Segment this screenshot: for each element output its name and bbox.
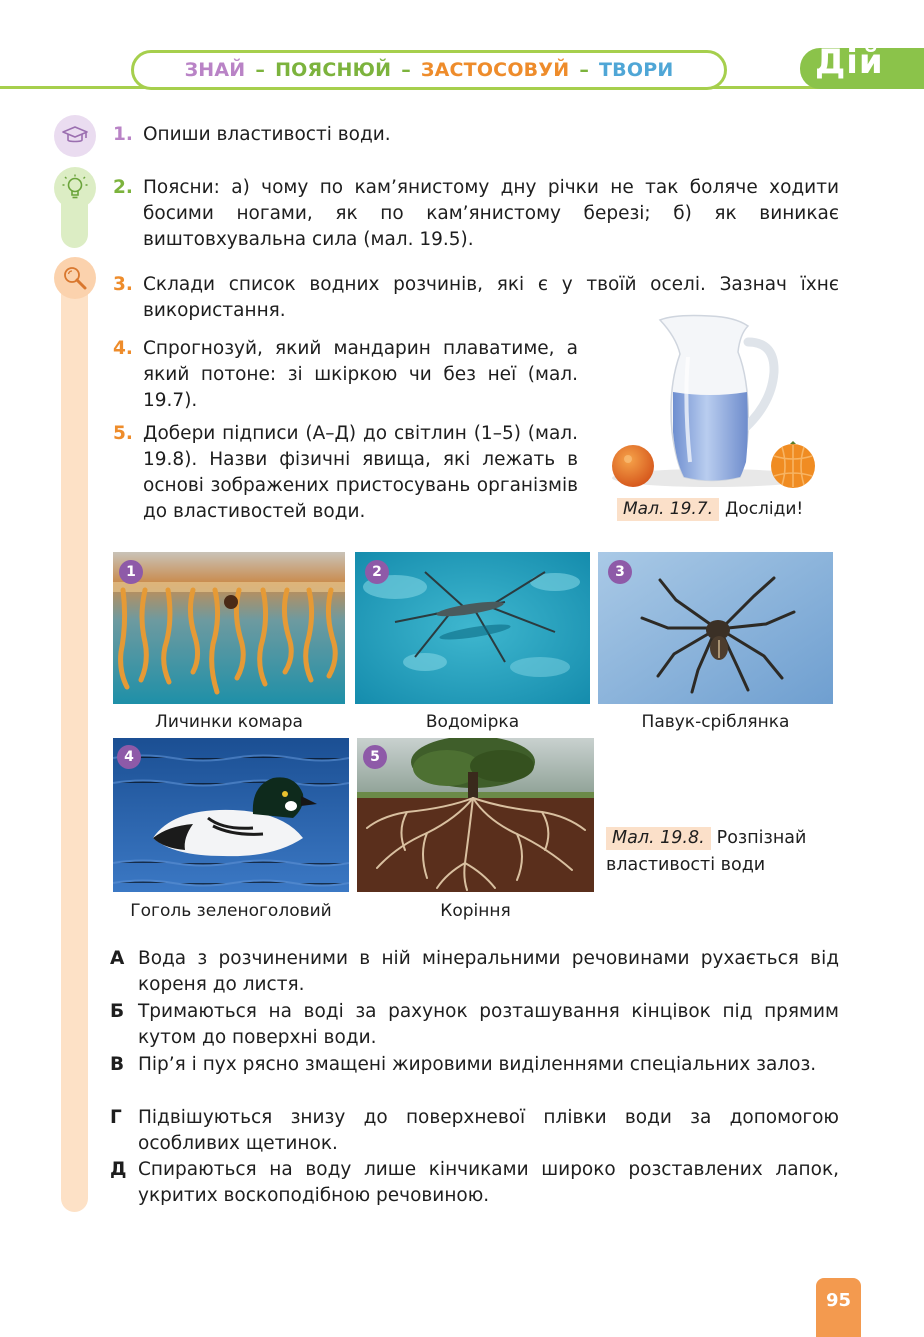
question-text: Спрогнозуй, який мандарин плаватиме, а який потоне: зі шкіркою чи без неї (мал. 19.7). <box>143 338 578 411</box>
answer-option <box>110 946 839 1000</box>
option-letter: В <box>110 1054 125 1075</box>
header-separator: – <box>255 59 266 81</box>
option-letter: Г <box>110 1107 122 1128</box>
header-separator: – <box>401 59 411 81</box>
option-letter: Б <box>110 1001 125 1022</box>
header-know: ЗНАЙ <box>184 59 246 81</box>
option-letter: Д <box>110 1159 127 1180</box>
figure-caption <box>617 497 803 521</box>
lightbulb-icon <box>54 167 96 209</box>
option-letter: А <box>110 948 125 969</box>
photo-silver-spider <box>598 552 833 704</box>
answer-option <box>110 999 839 1053</box>
option-text: Вода з розчиненими в ній мінеральними речовинами рухається від кореня до листя. <box>138 948 839 995</box>
jug-mandarins-illustration <box>600 312 825 497</box>
question-text: Поясни: а) чому по кам’янистому дну річки не так боляче ходити босими ногами, як по кам’янистому березі; б) як виникає виштовхувальна сила (мал. 19.5). <box>143 177 839 250</box>
question-number: 1. <box>113 124 133 145</box>
figure-number: Мал. 19.8. <box>606 827 711 850</box>
photo-number-badge: 3 <box>608 560 632 584</box>
photo-number-badge: 5 <box>363 745 387 769</box>
question-number: 3. <box>113 274 133 295</box>
header-separator: – <box>579 59 590 81</box>
question-2 <box>113 175 839 255</box>
answer-option <box>110 1157 839 1211</box>
activity-rail <box>61 270 88 1212</box>
question-number: 5. <box>113 423 133 444</box>
graduation-cap-icon <box>54 115 96 157</box>
question-text: Добери підписи (А–Д) до світлин (1–5) (мал. 19.8). Назви фізичні явища, які лежать в основі зображених пристосувань організмів до властивостей води. <box>143 423 578 522</box>
photo-number-badge: 4 <box>117 745 141 769</box>
question-number: 2. <box>113 177 133 198</box>
photo-water-strider <box>355 552 590 704</box>
question-1 <box>113 122 839 150</box>
photo-label: Водомірка <box>425 712 520 732</box>
photo-label: Павук-сріблянка <box>641 712 790 732</box>
answer-option <box>110 1105 839 1159</box>
header-banner <box>131 50 727 90</box>
option-text: Тримаються на воді за рахунок розташування кінцівок під прямим кутом до поверхні води. <box>138 1001 839 1048</box>
photo-number-badge: 2 <box>365 560 389 584</box>
photo-label: Личинки комара <box>155 712 303 732</box>
photo-mosquito-larvae <box>113 552 345 704</box>
figure-caption-text: Досліди! <box>725 499 804 519</box>
section-tab-label: Дій <box>815 42 884 82</box>
question-text: Склади список водних розчинів, які є у твоїй оселі. Зазнач їхнє використання. <box>143 274 839 321</box>
question-5 <box>113 421 578 527</box>
question-4 <box>113 336 578 416</box>
page-number: 95 <box>816 1278 861 1337</box>
figure-caption-text: Розпізнай властивості води <box>606 828 807 875</box>
header-apply: ЗАСТОСОВУЙ <box>420 59 570 81</box>
header-create: ТВОРИ <box>599 59 674 81</box>
option-text: Спираються на воду лише кінчиками широко розставлених лапок, укритих воскоподібною речовиною. <box>138 1159 839 1206</box>
photo-goldeneye-duck <box>113 738 349 892</box>
magnifier-icon <box>54 257 96 299</box>
option-text: Пір’я і пух рясно змащені жировими виділеннями спеціальних залоз. <box>138 1054 817 1075</box>
figure-caption <box>606 825 836 879</box>
photo-label: Коріння <box>440 901 511 921</box>
option-text: Підвішуються знизу до поверхневої плівки води за допомогою особливих щетинок. <box>138 1107 839 1154</box>
figure-number: Мал. 19.7. <box>617 498 719 521</box>
photo-number-badge: 1 <box>119 560 143 584</box>
photo-label: Гоголь зеленоголовий <box>130 901 332 921</box>
header-explain: ПОЯСНЮЙ <box>275 59 392 81</box>
question-number: 4. <box>113 338 133 359</box>
photo-tree-roots <box>357 738 594 892</box>
question-text: Опиши властивості води. <box>143 124 391 145</box>
answer-option <box>110 1052 839 1106</box>
